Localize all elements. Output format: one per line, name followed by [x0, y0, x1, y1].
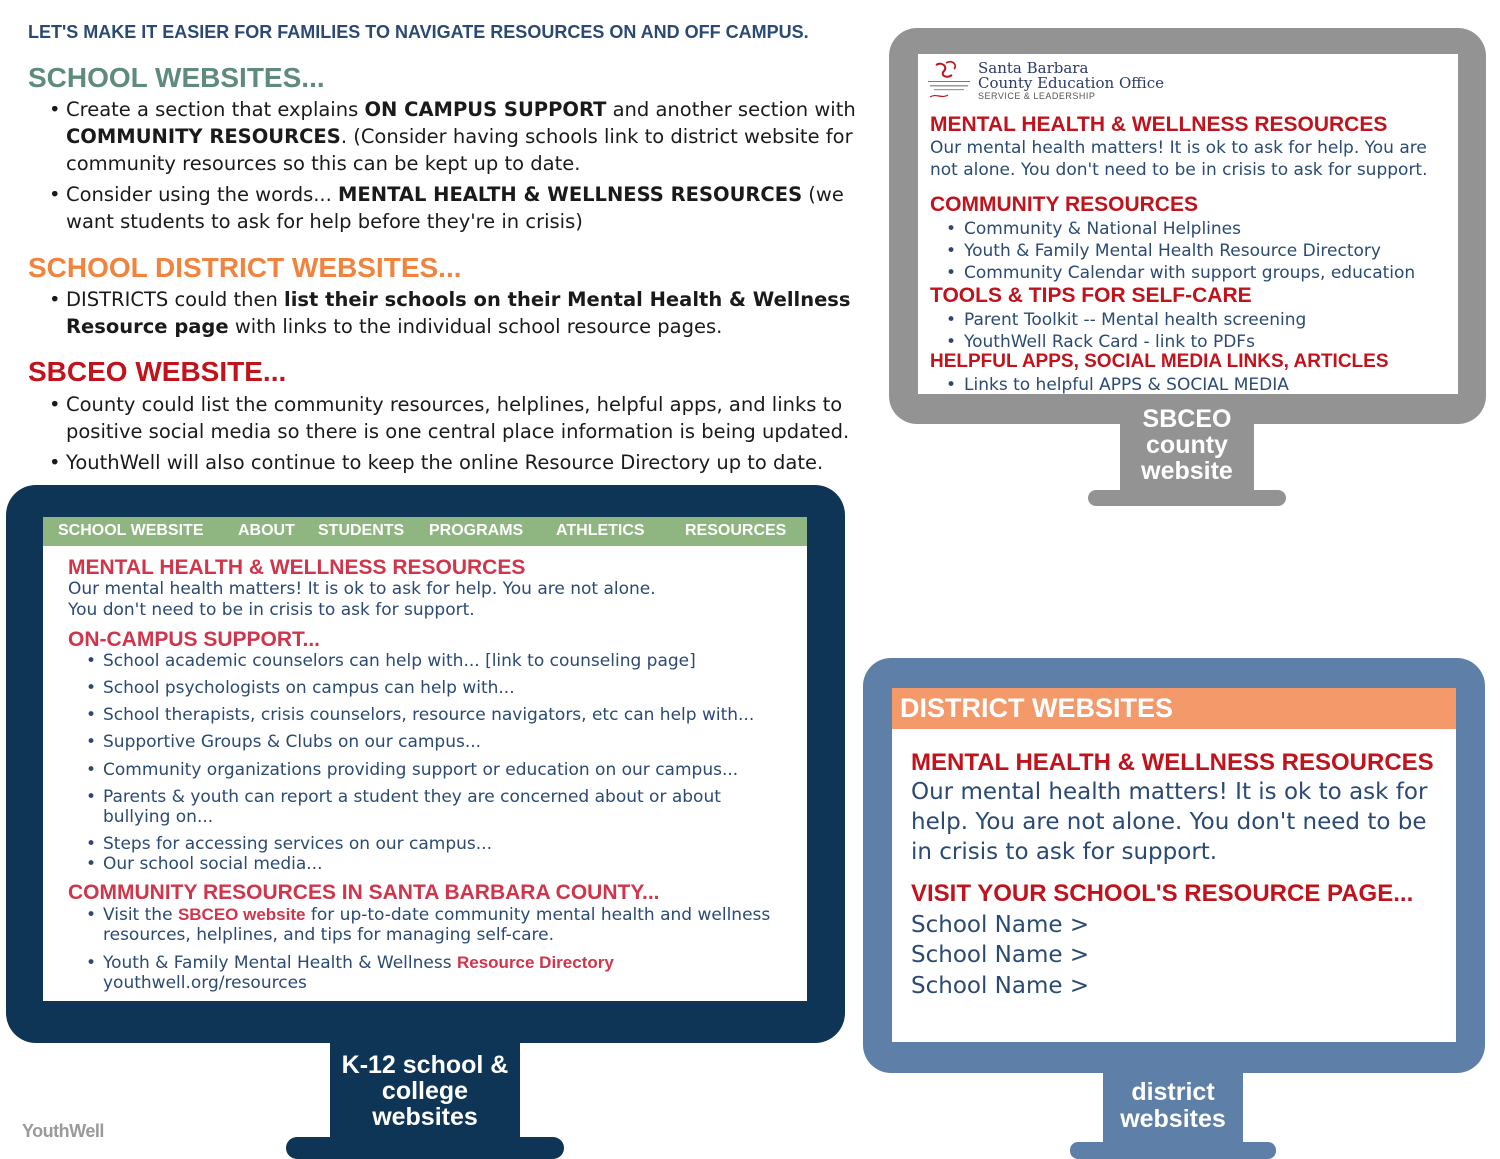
- list-item: • School psychologists on campus can help with...: [103, 678, 793, 698]
- org-tagline: SERVICE & LEADERSHIP: [978, 91, 1096, 101]
- district-websites-list: [66, 286, 866, 344]
- list-item: • Our school social media...: [103, 854, 793, 874]
- school-monitor-screen: [43, 517, 807, 1001]
- org-name-line1: Santa Barbara: [978, 59, 1089, 77]
- page-heading: LET'S MAKE IT EASIER FOR FAMILIES TO NAVIGATE RESOURCES ON AND OFF CAMPUS.: [28, 22, 809, 42]
- sbceo-website-link[interactable]: SBCEO website: [177, 905, 306, 924]
- resource-directory-link[interactable]: Resource Directory: [456, 953, 614, 972]
- district-banner: [892, 688, 1456, 729]
- school-nav-bar: [43, 517, 807, 546]
- resource-link[interactable]: • Community & National Helplines: [964, 218, 1415, 240]
- on-campus-list: [103, 651, 793, 874]
- mental-health-heading: MENTAL HEALTH & WELLNESS RESOURCES: [68, 556, 526, 579]
- list-item: • Consider using the words... MENTAL HEALTH & WELLNESS RESOURCES (we want students to ask for help before they're in crisis): [66, 181, 866, 235]
- visit-school-heading: VISIT YOUR SCHOOL'S RESOURCE PAGE...: [911, 880, 1414, 907]
- district-monitor-label: district websites: [1120, 1078, 1226, 1133]
- nav-resources[interactable]: RESOURCES: [685, 522, 787, 539]
- youthwell-url[interactable]: youthwell.org/resources: [103, 973, 307, 993]
- resource-link[interactable]: • YouthWell Rack Card - link to PDFs: [964, 331, 1306, 353]
- community-resources-list: [964, 218, 1415, 284]
- sbceo-monitor-screen: [918, 54, 1458, 394]
- list-item: • Visit the SBCEO website for up-to-date community mental health and wellness resources, helplines, and tips for managing self-care.: [103, 905, 793, 945]
- school-websites-list: [66, 96, 866, 239]
- self-care-list: [964, 309, 1306, 353]
- community-resources-list: [103, 905, 793, 993]
- mental-health-line1: Our mental health matters! It is ok to ask for help. You are not alone.: [68, 579, 656, 599]
- youthwell-logo: YouthWell: [22, 1121, 104, 1141]
- list-item: • County could list the community resources, helplines, helpful apps, and links to positive social media so there is one central place information is being updated.: [66, 391, 866, 445]
- on-campus-heading: ON-CAMPUS SUPPORT...: [68, 628, 321, 651]
- district-banner-title: DISTRICT WEBSITES: [900, 693, 1174, 723]
- list-item: • School therapists, crisis counselors, resource navigators, etc can help with...: [103, 705, 793, 725]
- list-item: • Create a section that explains ON CAMPUS SUPPORT and another section with COMMUNITY RESOURCES. (Consider having schools link to district website for community resources so this can be kept up to date.: [66, 96, 866, 177]
- mental-health-line2: You don't need to be in crisis to ask for support.: [68, 600, 475, 620]
- community-resources-heading: COMMUNITY RESOURCES: [930, 193, 1198, 216]
- list-item: • School academic counselors can help with... [link to counseling page]: [103, 651, 793, 671]
- nav-about[interactable]: ABOUT: [238, 522, 295, 539]
- list-item: • Parents & youth can report a student they are concerned about or about bullying on...: [103, 787, 793, 827]
- list-item: • Community organizations providing support or education on our campus...: [103, 760, 793, 780]
- list-item: • Youth & Family Mental Health & Wellness Resource Directory youthwell.org/resources: [103, 953, 793, 993]
- school-name-link[interactable]: School Name >: [911, 973, 1090, 999]
- list-item: • Steps for accessing services on our campus...: [103, 834, 793, 854]
- district-monitor-screen: [892, 688, 1456, 1042]
- sbceo-monitor-base: [1088, 490, 1286, 506]
- resource-link[interactable]: • Community Calendar with support groups, education: [964, 262, 1415, 284]
- sbceo-monitor-label: SBCEO county website: [1141, 405, 1233, 485]
- nav-programs[interactable]: PROGRAMS: [429, 522, 524, 539]
- district-monitor-base: [1070, 1142, 1276, 1159]
- school-monitor-base: [286, 1137, 564, 1159]
- mental-health-text: Our mental health matters! It is ok to ask for help. You are not alone. You don't need to be in crisis to ask for support.: [930, 138, 1428, 180]
- mental-health-text: Our mental health matters! It is ok to ask for help. You are not alone. You don't need to be in crisis to ask for support.: [911, 779, 1428, 865]
- community-resources-heading: COMMUNITY RESOURCES IN SANTA BARBARA COUNTY...: [68, 881, 660, 904]
- sbceo-website-heading: SBCEO WEBSITE...: [28, 356, 287, 387]
- school-name-link[interactable]: School Name >: [911, 942, 1090, 968]
- school-websites-heading: SCHOOL WEBSITES...: [28, 62, 325, 93]
- self-care-heading: TOOLS & TIPS FOR SELF-CARE: [930, 284, 1252, 307]
- list-item: • DISTRICTS could then list their schools on their Mental Health & Wellness Resource page with links to the individual school resource pages.: [66, 286, 866, 340]
- list-item: • Supportive Groups & Clubs on our campus...: [103, 732, 793, 752]
- resource-link[interactable]: • Parent Toolkit -- Mental health screening: [964, 309, 1306, 331]
- school-name-link[interactable]: School Name >: [911, 912, 1090, 938]
- sbceo-logo-icon: [926, 59, 972, 103]
- mental-health-heading: MENTAL HEALTH & WELLNESS RESOURCES: [911, 749, 1434, 776]
- resource-link[interactable]: • Youth & Family Mental Health Resource Directory: [964, 240, 1415, 262]
- apps-heading: HELPFUL APPS, SOCIAL MEDIA LINKS, ARTICLES: [930, 351, 1389, 372]
- apps-list: [964, 374, 1289, 394]
- list-item: • YouthWell will also continue to keep the online Resource Directory up to date.: [66, 449, 866, 476]
- resource-link[interactable]: • Links to helpful APPS & SOCIAL MEDIA: [964, 374, 1289, 394]
- sbceo-website-list: [66, 391, 866, 480]
- nav-school-website[interactable]: SCHOOL WEBSITE: [58, 522, 204, 539]
- org-name-line2: County Education Office: [978, 74, 1164, 92]
- nav-athletics[interactable]: ATHLETICS: [556, 522, 645, 539]
- nav-students[interactable]: STUDENTS: [318, 522, 405, 539]
- school-monitor-label: K-12 school & college websites: [341, 1051, 509, 1131]
- mental-health-heading: MENTAL HEALTH & WELLNESS RESOURCES: [930, 113, 1388, 136]
- district-websites-heading: SCHOOL DISTRICT WEBSITES...: [28, 252, 462, 283]
